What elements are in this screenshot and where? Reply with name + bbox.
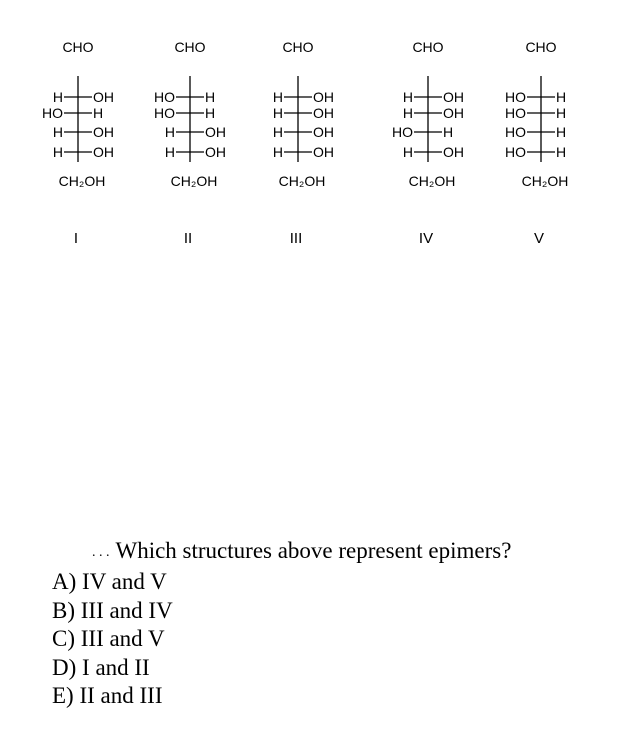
choice-d[interactable] (52, 654, 173, 683)
choice-letter: C) (52, 626, 75, 651)
hydroxymethyl-group-label: CH₂OH (408, 173, 456, 189)
aldehyde-group-label: CHO (282, 39, 314, 55)
right-substituent: H (93, 105, 104, 121)
structure-number-label: V (533, 230, 545, 247)
right-substituent: H (556, 124, 567, 140)
structure-number-label: IV (418, 230, 434, 247)
hydroxymethyl-group-label: CH₂OH (521, 173, 569, 189)
right-substituent: OH (313, 124, 334, 140)
left-substituent: HO (505, 144, 526, 160)
right-substituent: H (205, 105, 216, 121)
hydroxymethyl-group-label: CH₂OH (170, 173, 218, 189)
left-substituent: H (272, 144, 283, 160)
question-text: Which structures above represent epimers? (115, 538, 512, 563)
structure-number-label: II (183, 230, 193, 247)
question-prefix: . . . (92, 545, 110, 560)
right-substituent: OH (313, 105, 334, 121)
right-substituent: H (556, 105, 567, 121)
structure-number-label: I (73, 230, 79, 247)
choice-e[interactable] (52, 682, 173, 711)
right-substituent: H (556, 144, 567, 160)
choice-text: II and III (79, 683, 163, 708)
left-substituent: H (164, 144, 175, 160)
left-substituent: HO (42, 105, 63, 121)
right-substituent: OH (443, 89, 464, 105)
choice-a[interactable] (52, 568, 173, 597)
left-substituent: HO (505, 105, 526, 121)
right-substituent: OH (205, 124, 226, 140)
left-substituent: H (402, 89, 413, 105)
hydroxymethyl-group-label: CH₂OH (278, 173, 326, 189)
right-substituent: OH (313, 144, 334, 160)
right-substituent: OH (443, 105, 464, 121)
hydroxymethyl-group-label: CH₂OH (58, 173, 106, 189)
right-substituent: OH (93, 124, 114, 140)
left-substituent: H (402, 144, 413, 160)
right-substituent: H (556, 89, 567, 105)
left-substituent: HO (392, 124, 413, 140)
aldehyde-group-label: CHO (412, 39, 444, 55)
fischer-projections-diagram (0, 0, 640, 300)
left-substituent: HO (505, 124, 526, 140)
left-substituent: H (52, 124, 63, 140)
aldehyde-group-label: CHO (62, 39, 94, 55)
left-substituent: H (272, 89, 283, 105)
choice-b[interactable] (52, 597, 173, 626)
choice-letter: E) (52, 683, 74, 708)
left-substituent: HO (154, 105, 175, 121)
choice-c[interactable] (52, 625, 173, 654)
structure-number-label: III (289, 230, 303, 247)
question (92, 538, 511, 564)
choice-letter: B) (52, 597, 75, 623)
left-substituent: H (52, 144, 63, 160)
right-substituent: H (205, 89, 216, 105)
left-substituent: HO (154, 89, 175, 105)
choice-letter: A) (52, 569, 77, 594)
right-substituent: OH (313, 89, 334, 105)
left-substituent: H (402, 105, 413, 121)
left-substituent: H (272, 105, 283, 121)
choice-text: IV and V (82, 569, 167, 594)
left-substituent: H (164, 124, 175, 140)
answer-choices (52, 568, 173, 711)
left-substituent: H (52, 89, 63, 105)
right-substituent: OH (205, 144, 226, 160)
right-substituent: OH (93, 144, 114, 160)
aldehyde-group-label: CHO (174, 39, 206, 55)
left-substituent: H (272, 124, 283, 140)
choice-text: III and V (80, 626, 165, 651)
aldehyde-group-label: CHO (525, 39, 557, 55)
left-substituent: HO (505, 89, 526, 105)
choice-text: III and IV (80, 597, 173, 623)
choice-text: I and II (82, 654, 150, 680)
right-substituent: OH (443, 144, 464, 160)
right-substituent: OH (93, 89, 114, 105)
right-substituent: H (443, 124, 454, 140)
choice-letter: D) (52, 654, 77, 680)
